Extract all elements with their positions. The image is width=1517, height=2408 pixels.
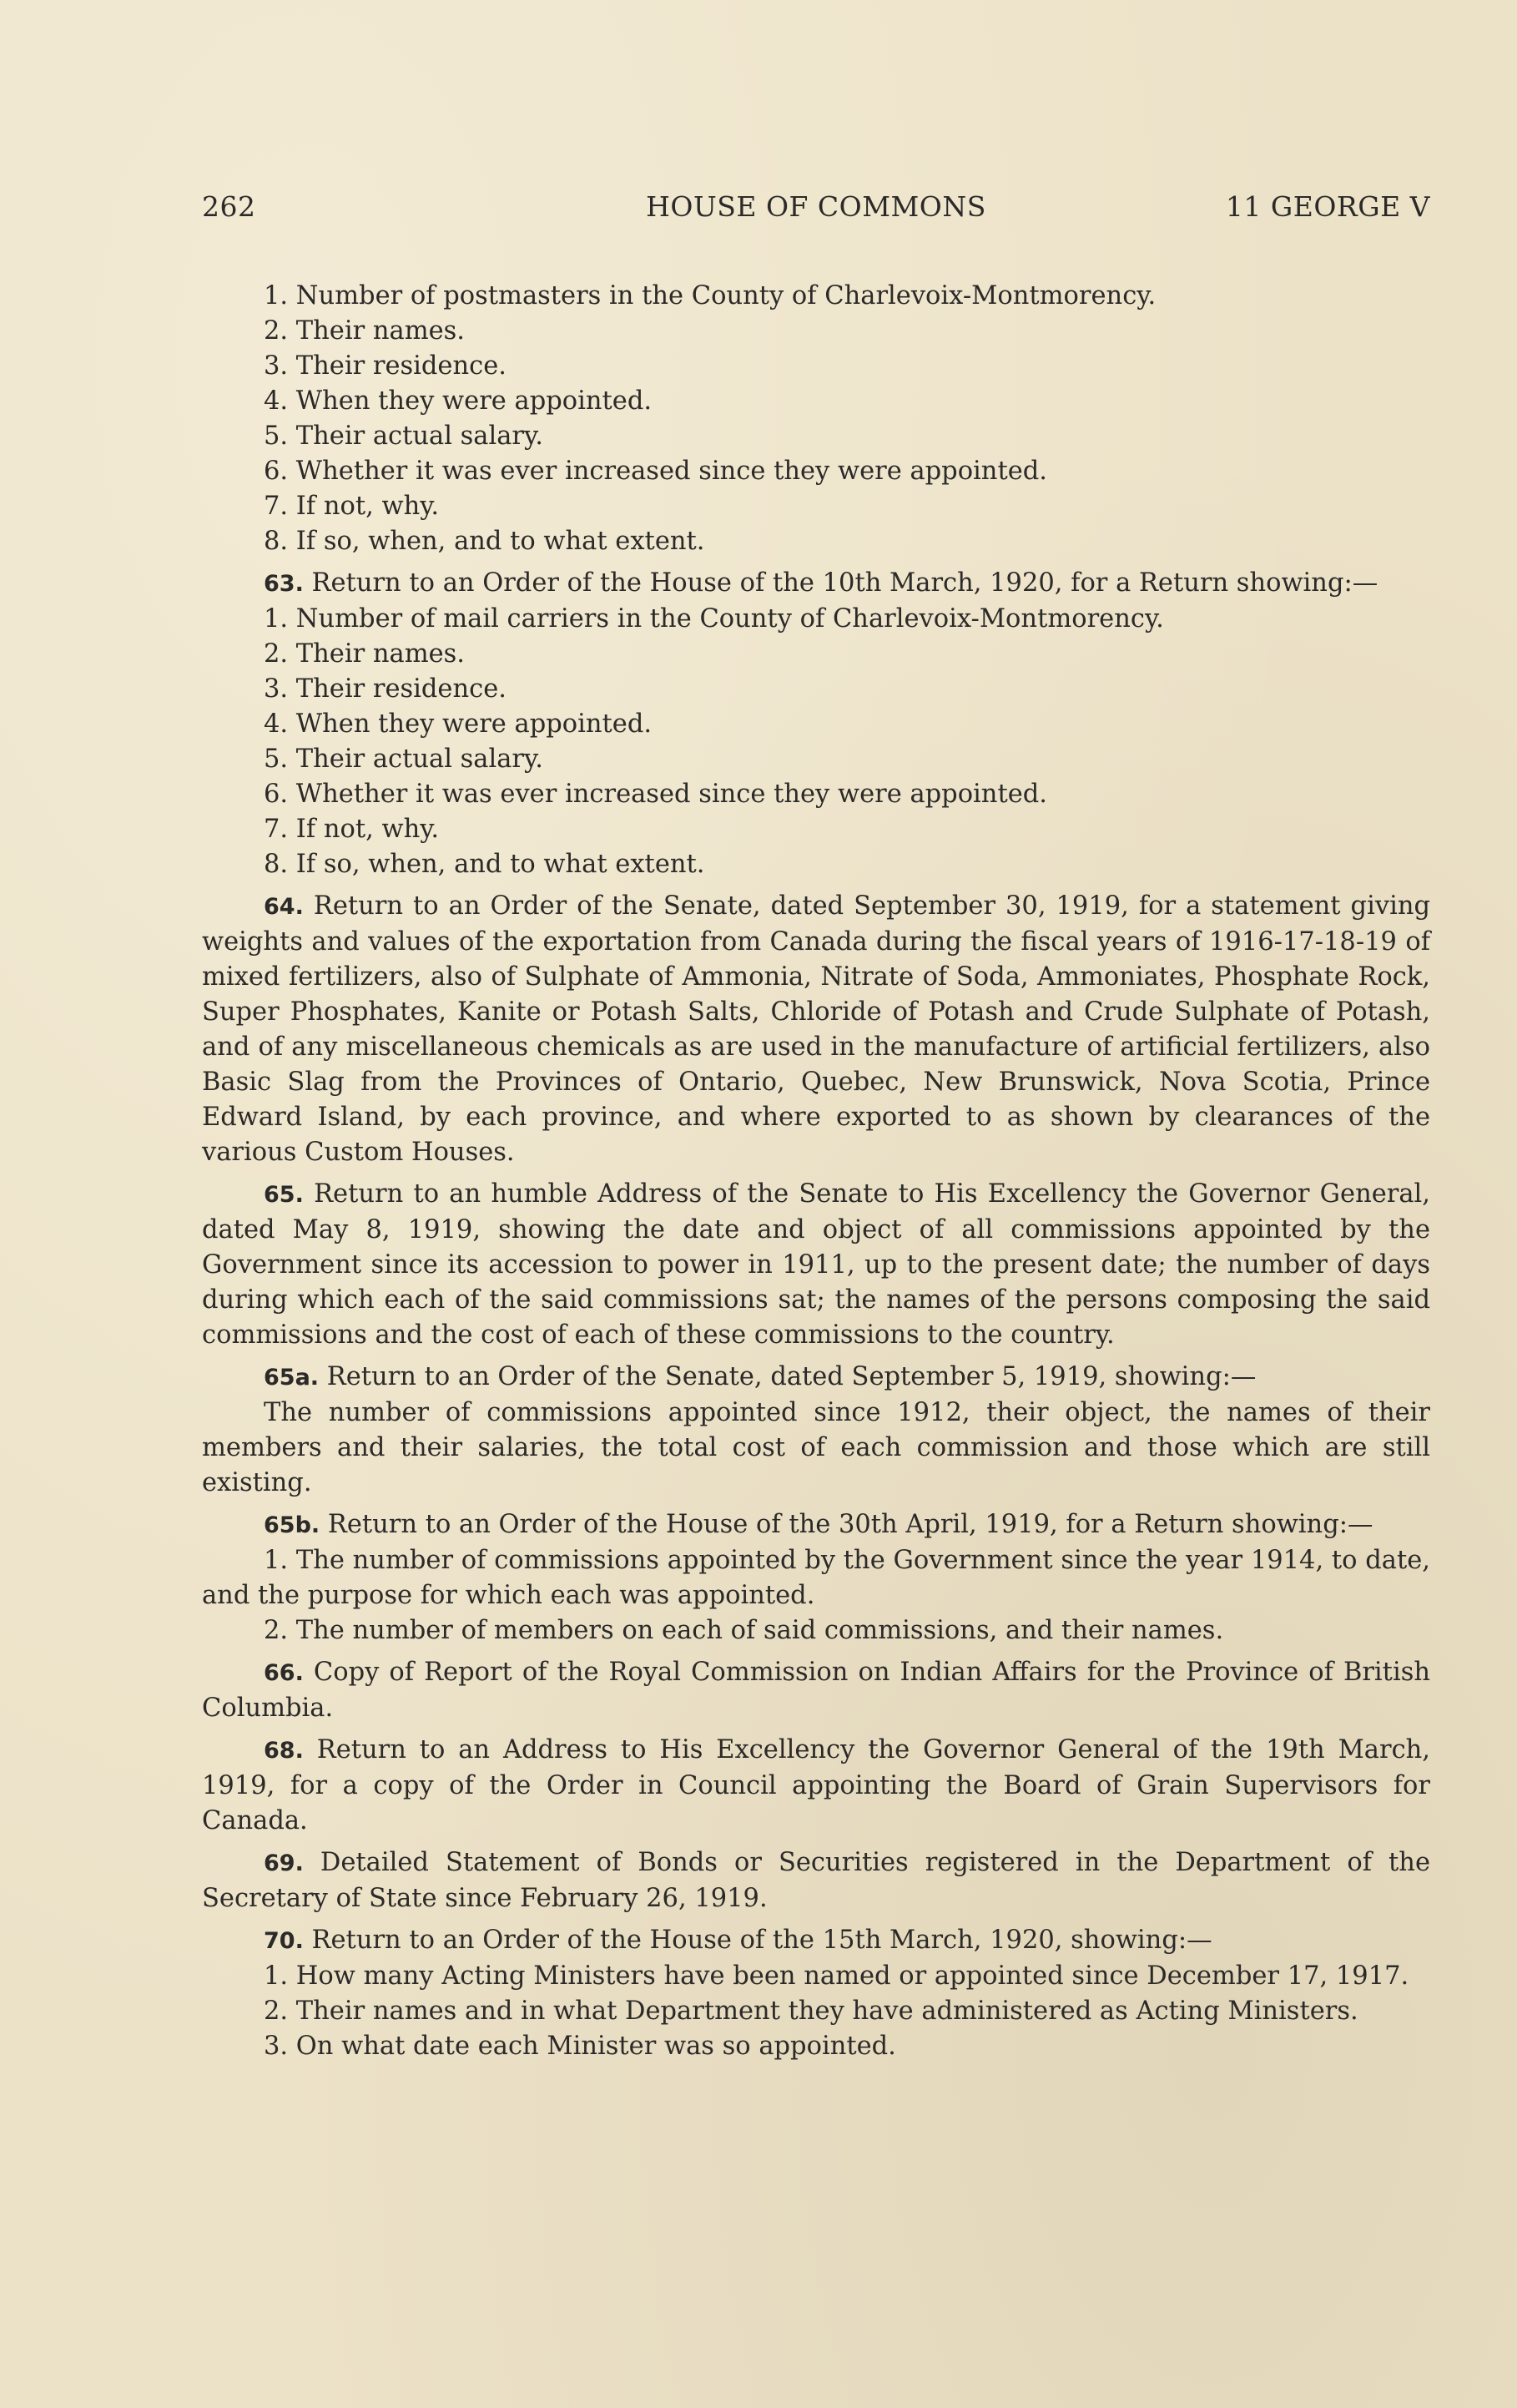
list-item: 6. Whether it was ever increased since they were appointed. [264,457,1047,486]
entry-number: 65b. [264,1512,320,1538]
entry-65b [202,1507,1430,1543]
entry-text: Return to an Order of the Senate, dated September 30, 1919, for a statement giving weights and values of the exportation from Canada during the fiscal years of 1916-17-18-19 of mixed fertilizers, also of Sulphate of Ammonia, Nitrate of Soda, Ammoniates, Phosphate Rock, Super Phosphates, Kanite or Potash Salts, Chloride of Potash and Crude Sulphate of Potash, and of any miscellaneous chemicals as are used in the manufacture of artificial fertilizers, also Basic Slag from the Provinces of Ontario, Quebec, New Brunswick, Nova Scotia, Prince Edward Island, by each province, and where exported to as shown by clearances of the various Custom Houses. [202,891,1430,1167]
entry-65a [202,1360,1430,1396]
list-item: 3. Their residence. [264,674,507,704]
entry-70 [202,1923,1430,1959]
entry-number: 68. [264,1738,304,1764]
list-item: 7. If not, why. [264,492,440,521]
entry-number: 65a. [264,1365,320,1391]
list-item: 4. When they were appointed. [264,709,653,739]
entry-number: 64. [264,894,304,920]
list-item: 3. On what date each Minister was so appointed. [264,2032,896,2061]
list-item: 1. How many Acting Ministers have been named or appointed since December 17, 1917. [264,1961,1409,1991]
entry-number: 65. [264,1182,304,1208]
list-item: 6. Whether it was ever increased since they were appointed. [264,780,1047,809]
list-item: 7. If not, why. [264,815,440,844]
entry-text: Return to an Order of the House of the 30th April, 1919, for a Return showing:— [327,1510,1373,1539]
entry-63 [202,566,1430,602]
list-item: 8. If so, when, and to what extent. [264,527,705,556]
entry-text: Return to an Address to His Excellency the Governor General of the 19th March, 1919, for a copy of the Order in Council appointing the Board of Grain Supervisors for Canada. [202,1735,1430,1835]
list-item: 5. Their actual salary. [264,422,543,451]
entry-64 [202,889,1430,1170]
list-item: 2. Their names. [264,316,466,346]
entry-text: Detailed Statement of Bonds or Securities registered in the Department of the Secretary of State since February 26, 1919. [202,1848,1430,1913]
entry-68 [202,1733,1430,1839]
entry-text: Return to an Order of the House of the 10th March, 1920, for a Return showing:— [311,568,1378,598]
entry-text: Return to an humble Address of the Senate to His Excellency the Governor General, dated May 8, 1919, showing the date and object of all commissions appointed by the Government since its accession to power in 1911, up to the present date; the number of days during which each of the said commissions sat; the names of the persons composing the said commissions and the cost of each of these commissions to the country. [202,1179,1430,1350]
list-item: 2. Their names. [264,639,466,669]
body-text [202,279,1430,2064]
entry-66 [202,1655,1430,1726]
entry-number: 66. [264,1660,304,1686]
entry-detail: The number of commissions appointed since 1912, their object, the names of their members and their salaries, the total cost of each commission and those which are still existing. [202,1398,1430,1497]
regnal-year: 11 GEORGE V [1225,190,1430,223]
entry-69 [202,1845,1430,1916]
list-item: 1. Number of postmasters in the County of Charlevoix-Montmorency. [264,281,1157,310]
list-item: 1. Number of mail carriers in the County of Charlevoix-Montmorency. [264,604,1164,634]
entry-number: 70. [264,1928,304,1954]
entry-65 [202,1177,1430,1353]
entry-text: Copy of Report of the Royal Commission on Indian Affairs for the Province of British Columbia. [202,1658,1430,1723]
entry-number: 63. [264,571,304,597]
entry-text: Return to an Order of the House of the 15th March, 1920, showing:— [311,1926,1212,1955]
list-item: 5. Their actual salary. [264,745,543,774]
list-item: 2. The number of members on each of said commissions, and their names. [264,1616,1224,1645]
page-number: 262 [202,190,256,223]
list-item: 4. When they were appointed. [264,386,653,416]
header-title: HOUSE OF COMMONS [646,190,986,223]
running-header [202,190,1430,230]
list-item: 2. Their names and in what Department they have administered as Acting Ministers. [264,1997,1358,2026]
list-item: 8. If so, when, and to what extent. [264,850,705,879]
entry-number: 69. [264,1850,304,1876]
list-item: 1. The number of commissions appointed by the Government since the year 1914, to date, and the purpose for which each was appointed. [202,1546,1430,1610]
list-item: 3. Their residence. [264,351,507,381]
entry-text: Return to an Order of the Senate, dated September 5, 1919, showing:— [326,1362,1257,1391]
